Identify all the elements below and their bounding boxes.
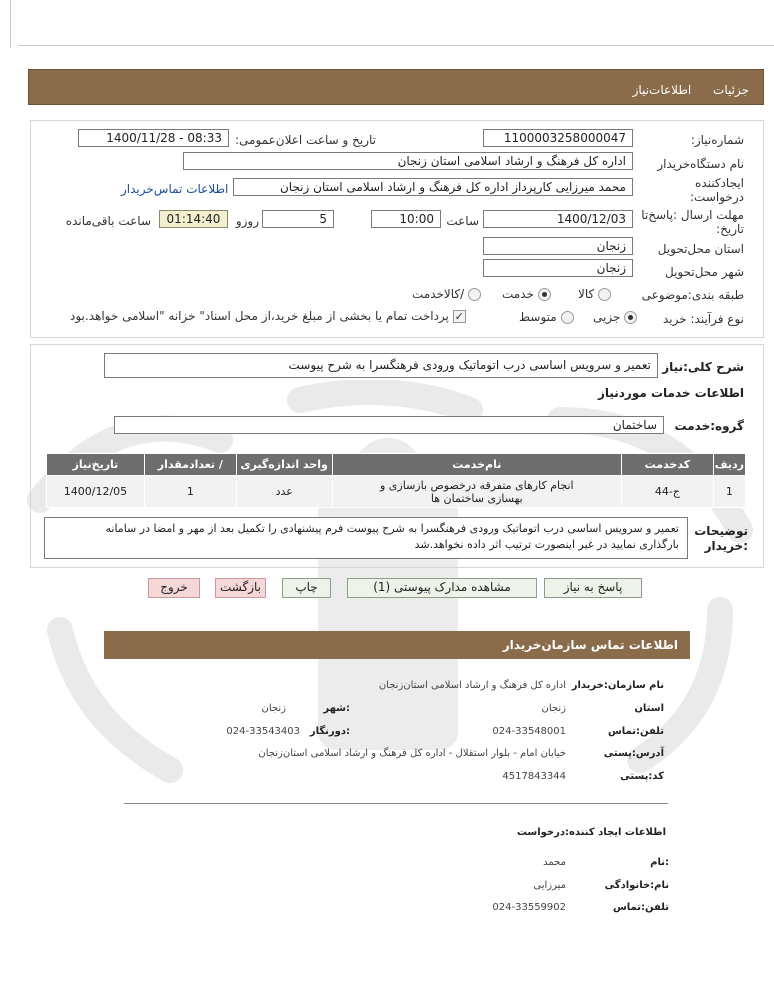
- payment-note: [70, 309, 466, 323]
- process-medium-label: متوسط: [519, 310, 557, 324]
- creator-name-value: محمد: [543, 857, 566, 868]
- creator-phone-label: تلفن:تماس: [612, 902, 669, 913]
- goods-service-radio[interactable]: [468, 288, 481, 301]
- days-field: 5: [262, 210, 334, 228]
- contact-address-value: خیابان امام - بلوار استقلال - اداره کل فرهنگ و ارشاد اسلامی استان‌زنجان: [258, 748, 566, 759]
- process-minor-label: جزیی: [593, 310, 621, 324]
- province-field: زنجان: [483, 237, 633, 255]
- top-divider: [18, 45, 774, 46]
- minor-radio[interactable]: [624, 311, 637, 324]
- col-need-date: تاریخ‌نیاز: [47, 454, 145, 476]
- cell-service-name: انجام کارهای متفرقه درخصوص بازسازی و بهسازی ساختمان ها: [332, 476, 621, 508]
- service-group-field: ساختمان: [114, 416, 664, 434]
- summary-field: تعمیر و سرویس اساسی درب اتوماتیک ورودی فرهنگسرا به شرح پیوست: [104, 353, 658, 378]
- process-option-medium[interactable]: [519, 310, 574, 324]
- print-button[interactable]: چاپ: [282, 578, 331, 598]
- category-option-service[interactable]: [502, 287, 551, 301]
- notes-label-2: :خریدار: [704, 539, 748, 553]
- creator-info-title: اطلاعات ایجاد کننده:درخواست: [516, 827, 666, 838]
- deadline-label-2: تاریخ:: [716, 222, 744, 236]
- service-radio[interactable]: [538, 288, 551, 301]
- deadline-time-label: ساعت: [446, 214, 479, 228]
- contact-city-value: زنجان: [261, 703, 286, 714]
- col-service-name: نام‌خدمت: [332, 454, 621, 476]
- buyer-notes-box: [44, 517, 688, 559]
- announce-date-field: 1400/11/28 - 08:33: [78, 129, 229, 147]
- category-option-goods[interactable]: [578, 287, 611, 301]
- contact-phone-value: 024-33548001: [492, 726, 566, 737]
- creator-family-label: نام:خانوادگی: [604, 880, 669, 891]
- services-title: اطلاعات خدمات موردنیاز: [597, 386, 744, 400]
- buyer-contact-link[interactable]: اطلاعات تماس‌خریدار: [121, 182, 229, 196]
- process-option-minor[interactable]: [593, 310, 637, 324]
- category-service-label: خدمت: [502, 287, 534, 301]
- cell-row: 1: [713, 476, 745, 508]
- creator-field: محمد میرزایی کارپرداز اداره کل فرهنگ و ارشاد اسلامی استان زنجان: [233, 178, 633, 196]
- buyer-contact-header: اطلاعات تماس سازمان‌خریدار: [104, 631, 690, 659]
- announce-date-label: تاریخ و ساعت اعلان‌عمومی:: [234, 133, 376, 147]
- contact-province-value: زنجان: [541, 703, 566, 714]
- cell-service-code: ج-44: [621, 476, 713, 508]
- contact-postal-label: کد:پستی: [620, 771, 664, 782]
- cell-need-date: 1400/12/05: [47, 476, 145, 508]
- table-row: [47, 476, 746, 508]
- cell-quantity: 1: [144, 476, 236, 508]
- table-header-row: [47, 454, 746, 476]
- cell-unit: عدد: [236, 476, 332, 508]
- contact-city-label: :شهر: [323, 703, 350, 714]
- payment-checkbox[interactable]: ✓: [454, 310, 464, 323]
- tab-details[interactable]: جزئیات: [713, 83, 749, 97]
- tab-need-info[interactable]: اطلاعات‌نیاز: [632, 83, 692, 97]
- col-quantity: / تعدادمقدار: [144, 454, 236, 476]
- payment-note-text: پرداخت تمام یا بخشی از مبلغ خرید،از محل اسناد" خزانه "اسلامی خواهد.بود: [70, 309, 449, 323]
- days-label: روزو: [235, 214, 259, 228]
- attachments-button[interactable]: مشاهده مدارک پیوستی (1): [347, 578, 537, 598]
- creator-name-label: :نام: [650, 857, 669, 868]
- buyer-org-field: اداره کل فرهنگ و ارشاد اسلامی استان زنجان: [183, 152, 633, 170]
- creator-label-2: درخواست:: [690, 190, 744, 204]
- category-label: طبقه بندی:موضوعی: [641, 288, 744, 302]
- exit-button[interactable]: خروج: [148, 578, 200, 598]
- deadline-label-1: مهلت ارسال :پاسخ‌تا: [641, 208, 744, 222]
- city-field: زنجان: [483, 259, 633, 277]
- notes-label-1: توضیحات: [694, 524, 748, 538]
- buyer-notes-line-2: بارگذاری نمایید در غیر اینصورت ترتیب اثر داده نخواهد.شد: [414, 538, 679, 551]
- service-group-label: گروه:خدمت: [674, 419, 744, 433]
- remaining-time-field: 01:14:40: [159, 210, 228, 228]
- services-table: [46, 453, 746, 508]
- buyer-org-label: نام دستگاه‌خریدار: [657, 157, 744, 171]
- deadline-date-field: 1400/12/03: [483, 210, 633, 228]
- medium-radio[interactable]: [561, 311, 574, 324]
- creator-phone-value: 024-33559902: [492, 902, 566, 913]
- deadline-time-field: 10:00: [371, 210, 441, 228]
- remaining-time-label: ساعت باقی‌مانده: [65, 214, 151, 228]
- col-service-code: کدخدمت: [621, 454, 713, 476]
- summary-label: شرح کلی:نیاز: [662, 360, 744, 374]
- col-row: ردیف: [713, 454, 745, 476]
- need-number-field: 1100003258000047: [483, 129, 633, 147]
- contact-postal-value: 4517843344: [502, 771, 566, 782]
- contact-separator: [124, 803, 668, 804]
- province-label: استان محل‌تحویل: [657, 242, 744, 256]
- need-number-label: شماره‌نیاز:: [690, 133, 744, 147]
- reply-button[interactable]: پاسخ به نیاز: [544, 578, 642, 598]
- creator-label-1: ایجادکننده: [695, 176, 744, 190]
- col-unit: واحد اندازه‌گیری: [236, 454, 332, 476]
- goods-radio[interactable]: [598, 288, 611, 301]
- process-type-label: نوع فرآیند: خرید: [663, 312, 744, 326]
- category-both-label: /کالاخدمت: [412, 287, 465, 301]
- contact-org-label: نام سازمان:خریدار: [571, 680, 664, 691]
- city-label: شهر محل‌تحویل: [665, 265, 744, 279]
- contact-province-label: استان: [634, 703, 664, 714]
- creator-family-value: میرزایی: [533, 880, 566, 891]
- tab-header-bar: [28, 69, 764, 105]
- contact-address-label: آدرس:پستی: [603, 748, 664, 759]
- category-option-both[interactable]: [412, 287, 481, 301]
- contact-org-value: اداره کل فرهنگ و ارشاد اسلامی استان‌زنجان: [378, 680, 566, 691]
- left-border-line: [10, 0, 11, 48]
- buyer-notes-line-1: تعمیر و سرویس اساسی درب اتوماتیک ورودی فرهنگسرا به شرح پیوست فرم پیشنهادی را تکمیل بعد از مهر و امضا در سامانه: [105, 522, 679, 535]
- category-goods-label: کالا: [578, 287, 595, 301]
- back-button[interactable]: بازگشت: [215, 578, 266, 598]
- contact-fax-value: 024-33543403: [226, 726, 300, 737]
- contact-phone-label: تلفن:تماس: [607, 726, 664, 737]
- contact-fax-label: :دورنگار: [309, 726, 350, 737]
